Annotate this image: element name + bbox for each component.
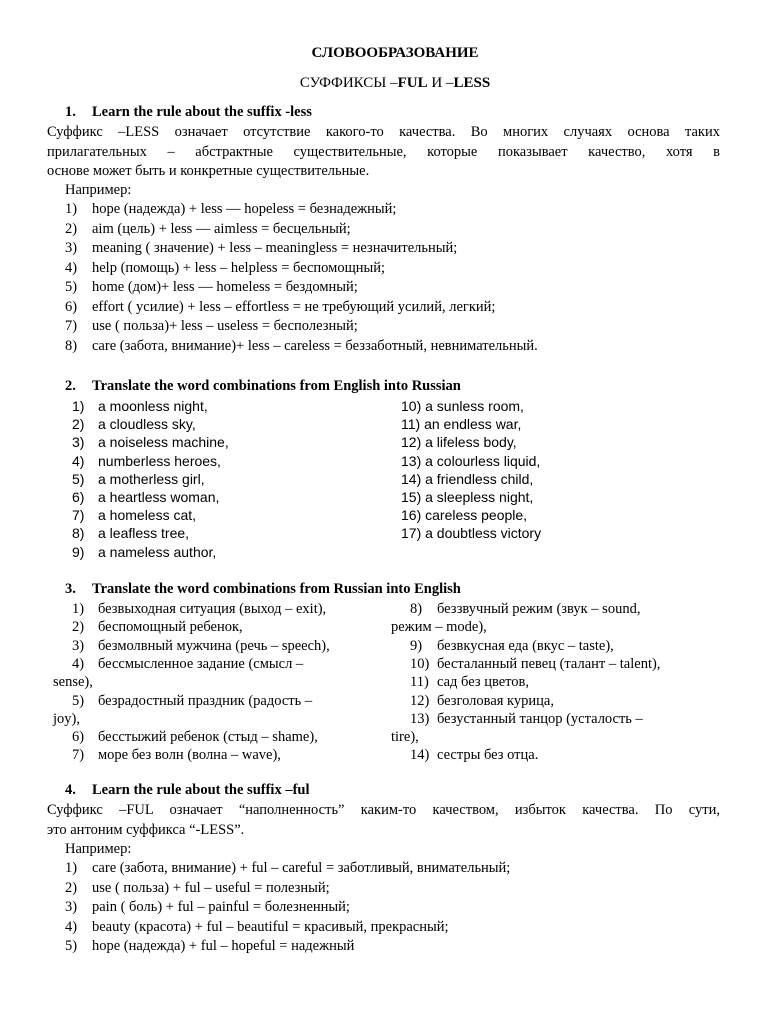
section-2-heading: Translate the word combinations from English into Russian xyxy=(92,378,461,394)
list-item-text: a homeless cat, xyxy=(98,507,197,524)
list-item-text: бесстыжий ребенок (стыд – shame), xyxy=(98,729,318,746)
list-item-number: 1) xyxy=(72,601,85,617)
list-item-continuation: sense), xyxy=(53,674,93,691)
list-item-text: use ( польза)+ less – useless = бесполезный; xyxy=(92,318,358,334)
section-4-paragraph xyxy=(47,801,720,840)
list-item-number: 3) xyxy=(65,240,78,256)
paragraph-line: это антоним суффикса “-LESS”. xyxy=(47,821,245,838)
list-item-number: 1) xyxy=(65,201,78,217)
list-item-text: numberless heroes, xyxy=(98,452,221,469)
list-item-number: 5) xyxy=(72,470,85,487)
list-item-number: 13) xyxy=(410,710,430,727)
subtitle-mid: И – xyxy=(427,75,454,91)
list-item-text: беззвучный режим (звук – sound, xyxy=(437,601,641,617)
list-item-text: a cloudless sky, xyxy=(98,416,196,433)
paragraph-line: основе может быть и конкретные существительные. xyxy=(47,163,370,179)
list-item-text: 11) an endless war, xyxy=(401,416,522,433)
section-4-heading: Learn the rule about the suffix –ful xyxy=(92,782,310,798)
list-item-continuation: joy), xyxy=(53,710,80,727)
list-item-number: 14) xyxy=(410,747,430,764)
list-item-number: 6) xyxy=(65,298,78,315)
list-item-text: 16) careless people, xyxy=(401,507,528,524)
section-1-heading: Learn the rule about the suffix -less xyxy=(92,104,312,120)
list-item-number: 8) xyxy=(410,601,423,617)
subtitle-prefix: СУФФИКСЫ – xyxy=(299,75,398,91)
list-item-text: beauty (красота) + ful – beautiful = красивый, прекрасный; xyxy=(92,918,449,935)
list-item-number: 1) xyxy=(65,860,78,876)
list-item-number: 1) xyxy=(72,398,85,414)
list-item-number: 4) xyxy=(65,918,78,935)
list-item-text: 17) a doubtless victory xyxy=(401,525,542,542)
list-item-number: 5) xyxy=(65,938,78,954)
list-item-text: сестры без отца. xyxy=(437,747,539,764)
list-item-text: hope (надежда) + ful – hopeful = надежный xyxy=(92,938,355,954)
list-item-text: pain ( боль) + ful – painful = болезненный; xyxy=(92,899,350,915)
list-item-text: meaning ( значение) + less – meaningless = незначительный; xyxy=(92,240,458,256)
list-item-number: 3) xyxy=(65,899,78,915)
list-item-number: 7) xyxy=(65,318,78,334)
list-item-number: 2) xyxy=(65,220,78,237)
list-item-number: 2) xyxy=(72,619,85,636)
list-item-number: 4) xyxy=(65,259,78,276)
paragraph-line: Суффикс –FUL означает “наполненность” каким-то качеством, избыток качества. По сути, xyxy=(47,802,720,818)
list-item-text: help (помощь) + less – helpless = беспомощный; xyxy=(92,259,386,276)
list-item-text: hope (надежда) + less — hopeless = безнадежный; xyxy=(92,201,397,217)
list-item-number: 3) xyxy=(72,434,85,451)
list-item-text: бесталанный певец (талант – talent), xyxy=(437,655,661,672)
list-item-number: 2) xyxy=(65,879,78,896)
list-item-text: безмолвный мужчина (речь – speech), xyxy=(98,637,330,654)
list-item-text: 13) a colourless liquid, xyxy=(401,452,541,469)
list-item-text: effort ( усилие) + less – effortless = не требующий усилий, легкий; xyxy=(92,298,496,315)
list-item-text: care (забота, внимание) + ful – careful = заботливый, внимательный; xyxy=(92,860,511,876)
list-item-number: 9) xyxy=(72,543,85,560)
section-1-paragraph xyxy=(47,123,720,182)
list-item-text: 14) a friendless child, xyxy=(401,470,534,487)
list-item-text: a noiseless machine, xyxy=(98,434,229,451)
list-item-text: безвкусная еда (вкус – taste), xyxy=(437,637,614,654)
paragraph-line: Суффикс –LESS означает отсутствие какого-то качества. Во многих случаях основа таких xyxy=(47,124,720,140)
list-item-text: aim (цель) + less — aimless = бесцельный; xyxy=(92,220,351,237)
list-item-number: 12) xyxy=(410,692,430,709)
section-4-example-label: Например: xyxy=(65,841,132,857)
section-2-number: 2. xyxy=(65,378,76,394)
list-item-text: 10) a sunless room, xyxy=(401,398,524,414)
page-subtitle xyxy=(0,74,768,94)
list-item-text: a moonless night, xyxy=(98,398,208,414)
list-item-continuation: tire), xyxy=(391,729,419,746)
section-3-heading: Translate the word combinations from Russian into English xyxy=(92,581,461,597)
section-4-number: 4. xyxy=(65,782,76,798)
list-item-number: 3) xyxy=(72,637,85,654)
list-item-text: бессмысленное задание (смысл – xyxy=(98,655,304,672)
list-item-number: 10) xyxy=(410,655,430,672)
page-title: СЛОВООБРАЗОВАНИЕ xyxy=(311,45,479,61)
list-item-number: 8) xyxy=(72,525,85,542)
list-item-number: 4) xyxy=(72,452,85,469)
paragraph-line: прилагательных – абстрактные существительные, которые показывает качество, хотя в xyxy=(47,143,720,160)
list-item-text: беспомощный ребенок, xyxy=(98,619,243,636)
section-1-number: 1. xyxy=(65,104,76,120)
subtitle-less: LESS xyxy=(453,75,491,91)
list-item-text: сад без цветов, xyxy=(437,674,530,691)
list-item-text: a nameless author, xyxy=(98,543,217,560)
list-item-text: a leafless tree, xyxy=(98,525,190,542)
list-item-number: 4) xyxy=(72,655,85,672)
list-item-number: 5) xyxy=(72,692,85,709)
list-item-text: безрадостный праздник (радость – xyxy=(98,692,313,709)
section-1-example-label: Например: xyxy=(65,182,132,198)
list-item-continuation: режим – mode), xyxy=(391,619,487,636)
list-item-text: a motherless girl, xyxy=(98,470,205,487)
list-item-number: 6) xyxy=(72,489,85,505)
list-item-text: 15) a sleepless night, xyxy=(401,489,534,505)
list-item-text: безголовая курица, xyxy=(437,692,554,709)
subtitle-ful: FUL xyxy=(397,75,428,91)
list-item-text: a heartless woman, xyxy=(98,489,220,505)
list-item-text: 12) a lifeless body, xyxy=(401,434,517,451)
list-item-number: 6) xyxy=(72,729,85,746)
list-item-number: 9) xyxy=(410,637,423,654)
list-item-number: 8) xyxy=(65,337,78,354)
list-item-text: use ( польза) + ful – useful = полезный; xyxy=(92,879,330,896)
list-item-text: care (забота, внимание)+ less – careless = беззаботный, невнимательный. xyxy=(92,337,538,354)
list-item-text: безвыходная ситуация (выход – exit), xyxy=(98,601,327,617)
list-item-text: безустанный танцор (усталость – xyxy=(437,710,643,727)
list-item-number: 7) xyxy=(72,747,85,764)
list-item-text: море без волн (волна – wave), xyxy=(98,747,281,764)
section-3-number: 3. xyxy=(65,581,76,597)
list-item-number: 5) xyxy=(65,279,78,295)
list-item-number: 7) xyxy=(72,507,85,524)
list-item-number: 11) xyxy=(410,674,429,691)
list-item-text: home (дом)+ less — homeless = бездомный; xyxy=(92,279,358,295)
list-item-number: 2) xyxy=(72,416,85,433)
